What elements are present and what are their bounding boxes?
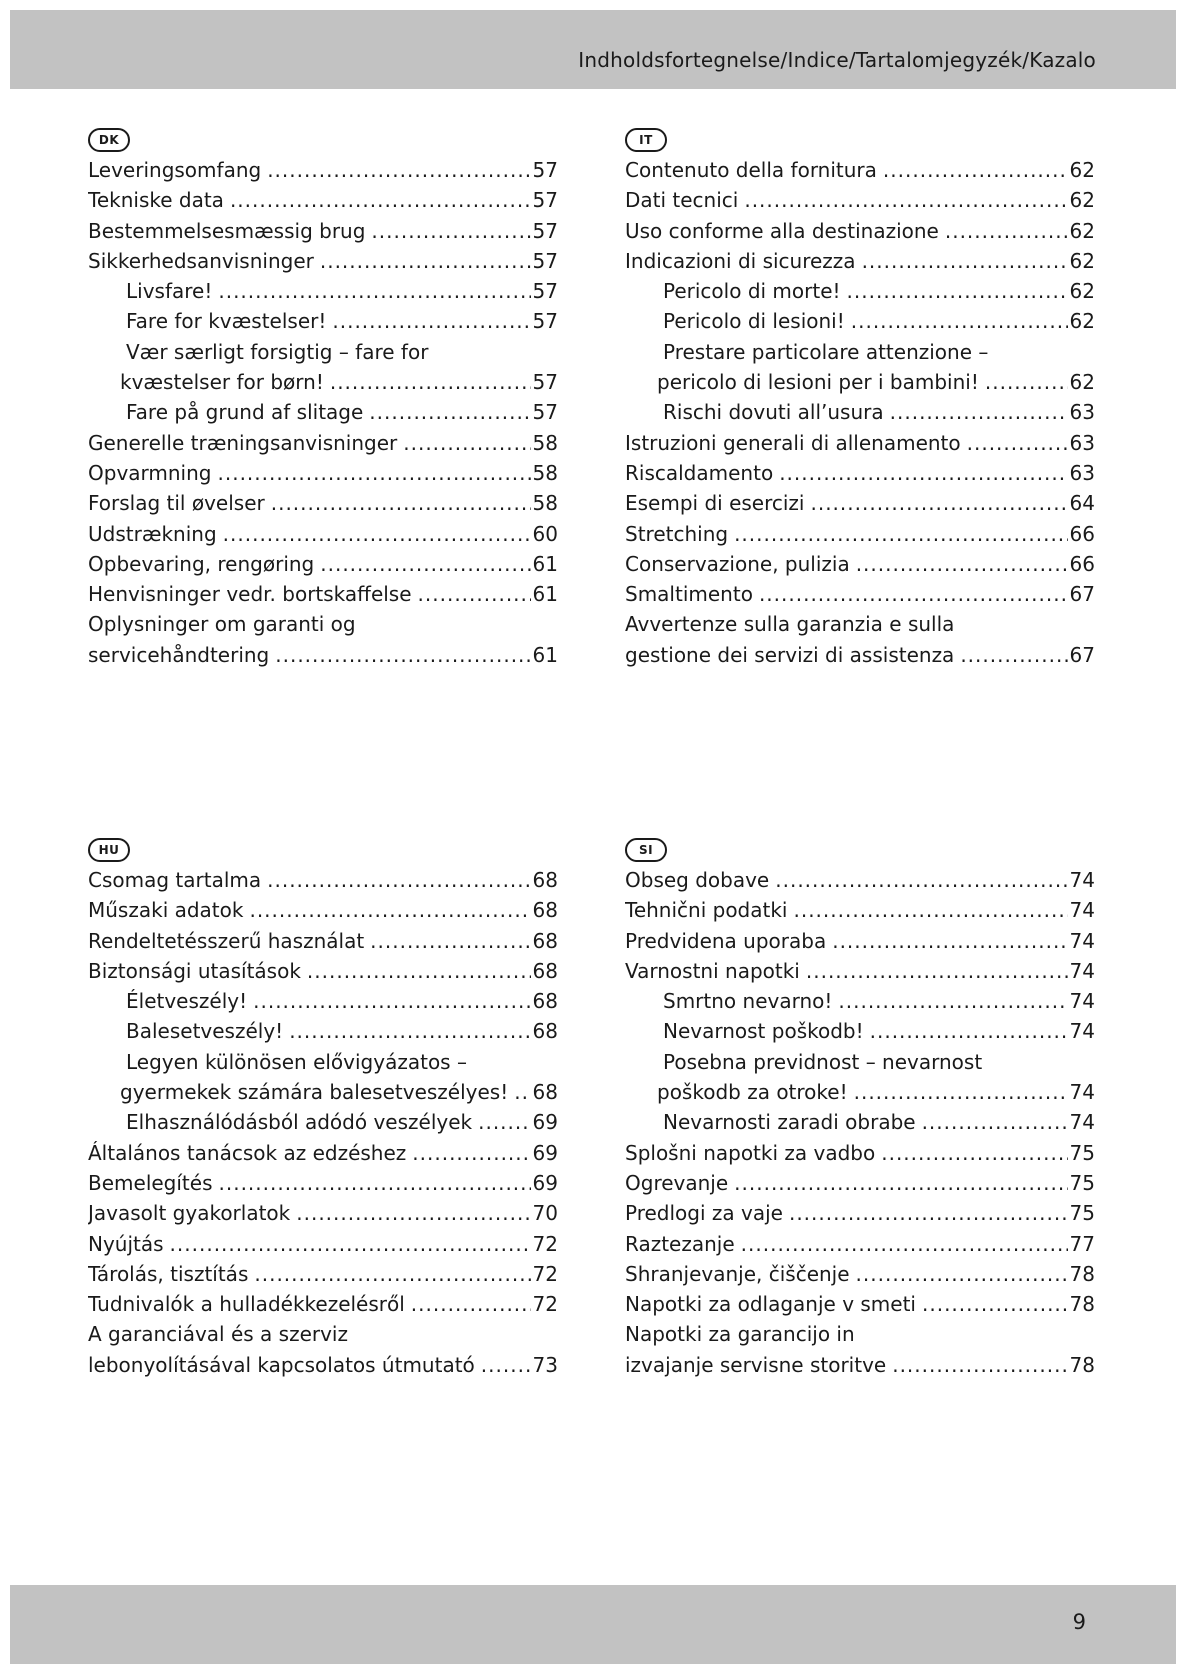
toc-entry-title: Prestare particolare attenzione –: [663, 339, 989, 364]
dot-leader: [854, 1077, 1068, 1107]
dot-leader: [219, 1168, 531, 1198]
dot-leader: [789, 1198, 1068, 1228]
dot-leader: [851, 306, 1068, 336]
toc-entry-page: 68: [532, 868, 558, 892]
toc-entry: [88, 367, 558, 397]
toc-entry-page: 58: [532, 430, 558, 455]
toc-entry-title: Henvisninger vedr. bortskaffelse: [88, 582, 412, 607]
dot-leader: [779, 458, 1067, 488]
toc-entry-page: 60: [532, 521, 558, 546]
dot-leader: [403, 428, 530, 458]
toc-entry-title: Tekniske data: [88, 188, 224, 213]
toc-entry-title: Életveszély!: [126, 989, 248, 1014]
dot-leader: [412, 1138, 530, 1168]
toc-entry: [88, 337, 558, 367]
toc-entry: [625, 1350, 1095, 1380]
toc-entry: [88, 986, 558, 1016]
toc-entry-title: Opvarmning: [88, 460, 212, 485]
toc-entry-page: 57: [532, 279, 558, 304]
toc-entry: [88, 488, 558, 518]
dot-leader: [810, 488, 1067, 518]
toc-entry-page: 66: [1069, 521, 1095, 546]
toc-entry-title: lebonyolításával kapcsolatos útmutató: [88, 1352, 475, 1377]
toc-entry-title: Csomag tartalma: [88, 868, 262, 892]
toc-entry: [625, 458, 1095, 488]
toc-entry-page: 67: [1069, 642, 1095, 667]
toc-entry: [88, 895, 558, 925]
toc-entry-page: 62: [1069, 370, 1095, 395]
language-badge-it: IT: [625, 128, 667, 152]
dot-leader: [320, 246, 531, 276]
toc-entry-title: Nevarnost poškodb!: [663, 1019, 864, 1044]
dot-leader: [254, 1259, 530, 1289]
page-title: Indholdsfortegnelse/Indice/Tartalomjegyzék/Kazalo: [578, 48, 1096, 72]
toc-entry: [625, 1259, 1095, 1289]
toc-entry-page: 57: [532, 188, 558, 213]
toc-entry-page: 74: [1069, 1110, 1095, 1135]
toc-entry: [625, 428, 1095, 458]
dot-leader: [330, 367, 531, 397]
toc-entry-title: Ogrevanje: [625, 1170, 729, 1195]
toc-entry: [625, 306, 1095, 336]
toc-entry: [625, 367, 1095, 397]
toc-entry-title: Műszaki adatok: [88, 898, 244, 923]
toc-entry-page: 74: [1069, 1019, 1095, 1044]
dot-leader: [892, 1350, 1067, 1380]
toc-entry-title: Dati tecnici: [625, 188, 739, 213]
toc-entry: [625, 1077, 1095, 1107]
toc-entry-title: Istruzioni generali di allenamento: [625, 430, 961, 455]
toc-entry-title: Raztezanje: [625, 1231, 735, 1256]
dot-leader: [223, 519, 531, 549]
toc-entry: [625, 246, 1095, 276]
toc-entry-page: 68: [532, 989, 558, 1014]
dot-leader: [862, 246, 1068, 276]
toc-entry-title: Napotki za garancijo in: [625, 1322, 855, 1347]
toc-entry-title: Fare på grund af slitage: [126, 400, 364, 425]
toc-entry: [88, 1107, 558, 1137]
toc-entry: [625, 1168, 1095, 1198]
dot-leader: [289, 1016, 530, 1046]
toc-entry-title: Generelle træningsanvisninger: [88, 430, 398, 455]
toc-entry: [88, 1198, 558, 1228]
dot-leader: [890, 397, 1068, 427]
dot-leader: [838, 986, 1067, 1016]
dot-leader: [985, 367, 1068, 397]
toc-entry: [88, 428, 558, 458]
dot-leader: [370, 926, 530, 956]
toc-entry: [88, 640, 558, 670]
dot-leader: [230, 185, 531, 215]
toc-entry: [88, 609, 558, 639]
toc-entry-page: 78: [1069, 1261, 1095, 1286]
toc-entry-title: Opbevaring, rengøring: [88, 551, 315, 576]
toc-entry-page: 57: [532, 248, 558, 273]
toc-entry: [625, 865, 1095, 895]
toc-entry-title: Rischi dovuti all’usura: [663, 400, 884, 425]
dot-leader: [369, 397, 530, 427]
dot-leader: [870, 1016, 1068, 1046]
dot-leader: [922, 1289, 1068, 1319]
toc-entry: [625, 579, 1095, 609]
toc-entry-title: Bestemmelsesmæssig brug: [88, 218, 366, 243]
toc-entry-title: Tárolás, tisztítás: [88, 1261, 249, 1286]
toc-entry-title: Sikkerhedsanvisninger: [88, 248, 314, 273]
dot-leader: [967, 428, 1068, 458]
toc-entry: [88, 1047, 558, 1077]
toc-entry-title: Contenuto della fornitura: [625, 158, 877, 182]
dot-leader: [741, 1229, 1068, 1259]
toc-entry-page: 62: [1069, 309, 1095, 334]
dot-leader: [332, 306, 530, 336]
toc-entry-title: Fare for kvæstelser!: [126, 309, 327, 334]
toc-entry-title: Általános tanácsok az edzéshez: [88, 1140, 407, 1165]
toc-entry-page: 62: [1069, 218, 1095, 243]
toc-entry: [88, 1016, 558, 1046]
toc-entry-page: 78: [1069, 1292, 1095, 1317]
toc-entry: [625, 986, 1095, 1016]
toc-entry-title: Rendeltetésszerű használat: [88, 928, 365, 953]
dot-leader: [856, 1259, 1068, 1289]
toc-entry-title: izvajanje servisne storitve: [625, 1352, 887, 1377]
dot-leader: [847, 276, 1068, 306]
toc-list-it: [625, 155, 1095, 670]
toc-entry-title: Oplysninger om garanti og: [88, 612, 356, 637]
toc-entry-page: 62: [1069, 188, 1095, 213]
toc-entry-title: Vær særligt forsigtig – fare for: [126, 339, 429, 364]
toc-entry-title: Napotki za odlaganje v smeti: [625, 1292, 916, 1317]
toc-entry-title: gestione dei servizi di assistenza: [625, 642, 955, 667]
toc-entry-page: 62: [1069, 279, 1095, 304]
toc-entry-title: Indicazioni di sicurezza: [625, 248, 856, 273]
toc-entry-title: pericolo di lesioni per i bambini!: [657, 370, 979, 395]
dot-leader: [275, 640, 530, 670]
toc-entry-page: 63: [1069, 460, 1095, 485]
toc-entry-page: 72: [532, 1261, 558, 1286]
toc-entry: [625, 488, 1095, 518]
toc-entry-page: 58: [532, 460, 558, 485]
toc-entry-page: 74: [1069, 958, 1095, 983]
toc-entry: [625, 397, 1095, 427]
dot-leader: [218, 458, 531, 488]
toc-entry-title: Obseg dobave: [625, 868, 770, 892]
toc-entry-title: Esempi di esercizi: [625, 491, 805, 516]
toc-entry-page: 69: [532, 1140, 558, 1165]
toc-entry-title: Biztonsági utasítások: [88, 958, 301, 983]
dot-leader: [481, 1350, 531, 1380]
toc-entry: [88, 1289, 558, 1319]
dot-leader: [793, 895, 1067, 925]
language-badge-si: SI: [625, 838, 667, 862]
toc-entry: [625, 185, 1095, 215]
footer-bar: [10, 1585, 1176, 1664]
toc-entry: [625, 155, 1095, 185]
toc-entry: [88, 549, 558, 579]
toc-entry: [88, 1168, 558, 1198]
toc-entry-title: Bemelegítés: [88, 1170, 213, 1195]
dot-leader: [307, 956, 531, 986]
toc-entry-title: Riscaldamento: [625, 460, 774, 485]
toc-entry-title: poškodb za otroke!: [657, 1080, 848, 1105]
toc-entry-title: Pericolo di morte!: [663, 279, 841, 304]
toc-entry-title: A garanciával és a szerviz: [88, 1322, 348, 1347]
toc-entry-title: Leveringsomfang: [88, 158, 262, 182]
toc-entry-page: 68: [532, 898, 558, 923]
dot-leader: [881, 1138, 1067, 1168]
dot-leader: [744, 185, 1067, 215]
toc-entry-title: Stretching: [625, 521, 729, 546]
dot-leader: [856, 549, 1068, 579]
toc-entry-page: 62: [1069, 158, 1095, 182]
toc-entry-page: 68: [532, 1019, 558, 1044]
toc-entry-page: 57: [532, 309, 558, 334]
toc-entry: [625, 549, 1095, 579]
toc-entry-page: 69: [532, 1110, 558, 1135]
toc-entry-page: 75: [1069, 1140, 1095, 1165]
toc-entry-title: Javasolt gyakorlatok: [88, 1201, 291, 1226]
toc-list-si: [625, 865, 1095, 1380]
toc-entry-page: 68: [532, 958, 558, 983]
toc-entry: [625, 1198, 1095, 1228]
dot-leader: [883, 155, 1068, 185]
toc-entry-page: 62: [1069, 248, 1095, 273]
toc-entry-title: Uso conforme alla destinazione: [625, 218, 939, 243]
dot-leader: [734, 519, 1067, 549]
toc-entry-page: 78: [1069, 1352, 1095, 1377]
toc-entry: [625, 337, 1095, 367]
toc-entry-page: 61: [532, 582, 558, 607]
toc-entry-title: Pericolo di lesioni!: [663, 309, 845, 334]
toc-entry-title: Nyújtás: [88, 1231, 164, 1256]
toc-entry: [625, 609, 1095, 639]
toc-entry-title: Predvidena uporaba: [625, 928, 827, 953]
toc-entry-title: Varnostni napotki: [625, 958, 800, 983]
dot-leader: [775, 865, 1067, 895]
toc-entry-title: Smrtno nevarno!: [663, 989, 833, 1014]
toc-entry: [625, 1319, 1095, 1349]
dot-leader: [945, 216, 1068, 246]
dot-leader: [734, 1168, 1067, 1198]
toc-entry-page: 74: [1069, 868, 1095, 892]
toc-entry-page: 70: [532, 1201, 558, 1226]
toc-entry: [88, 926, 558, 956]
toc-entry-title: Posebna previdnost – nevarnost: [663, 1049, 983, 1074]
toc-entry-page: 75: [1069, 1201, 1095, 1226]
toc-entry: [625, 1016, 1095, 1046]
header-bar: [10, 10, 1176, 89]
dot-leader: [960, 640, 1067, 670]
toc-list-dk: [88, 155, 558, 670]
toc-entry: [88, 1350, 558, 1380]
dot-leader: [371, 216, 530, 246]
toc-entry: [625, 519, 1095, 549]
toc-entry: [88, 216, 558, 246]
toc-entry-title: Tudnivalók a hulladékkezelésről: [88, 1292, 405, 1317]
toc-entry: [88, 276, 558, 306]
toc-section-si: [625, 838, 1095, 1380]
dot-leader: [759, 579, 1068, 609]
toc-entry-page: 74: [1069, 898, 1095, 923]
toc-entry: [88, 1259, 558, 1289]
toc-entry: [625, 640, 1095, 670]
toc-entry-title: Forslag til øvelser: [88, 491, 265, 516]
toc-entry: [625, 926, 1095, 956]
dot-leader: [253, 986, 530, 1016]
language-badge-dk: DK: [88, 128, 130, 152]
toc-entry-page: 57: [532, 158, 558, 182]
toc-entry: [625, 895, 1095, 925]
toc-entry-title: Conservazione, pulizia: [625, 551, 850, 576]
toc-entry-page: 66: [1069, 551, 1095, 576]
toc-entry: [88, 1319, 558, 1349]
toc-entry: [88, 155, 558, 185]
toc-entry-page: 75: [1069, 1170, 1095, 1195]
toc-entry: [88, 397, 558, 427]
toc-entry: [625, 1107, 1095, 1137]
toc-section-hu: [88, 838, 558, 1380]
toc-entry-title: Livsfare!: [126, 279, 213, 304]
toc-entry-page: 74: [1069, 928, 1095, 953]
toc-entry: [625, 956, 1095, 986]
dot-leader: [218, 276, 530, 306]
toc-entry: [88, 306, 558, 336]
toc-entry-page: 61: [532, 642, 558, 667]
toc-entry-page: 58: [532, 491, 558, 516]
toc-entry-page: 77: [1069, 1231, 1095, 1256]
toc-entry-title: Legyen különösen elővigyázatos –: [126, 1049, 467, 1074]
toc-entry-title: Nevarnosti zaradi obrabe: [663, 1110, 916, 1135]
toc-section-dk: [88, 128, 558, 670]
toc-entry-page: 72: [532, 1292, 558, 1317]
toc-list-hu: [88, 865, 558, 1380]
toc-entry-title: Tehnični podatki: [625, 898, 788, 923]
toc-entry-page: 67: [1069, 582, 1095, 607]
dot-leader: [271, 488, 531, 518]
toc-entry-page: 63: [1069, 430, 1095, 455]
dot-leader: [267, 865, 530, 895]
toc-entry-page: 74: [1069, 1080, 1095, 1105]
toc-entry-page: 57: [532, 218, 558, 243]
dot-leader: [832, 926, 1067, 956]
toc-entry-page: 63: [1069, 400, 1095, 425]
toc-entry: [625, 216, 1095, 246]
dot-leader: [320, 549, 530, 579]
toc-entry-page: 61: [532, 551, 558, 576]
toc-entry: [88, 1077, 558, 1107]
toc-entry: [88, 1229, 558, 1259]
toc-entry: [88, 519, 558, 549]
toc-entry-page: 74: [1069, 989, 1095, 1014]
toc-entry-title: Balesetveszély!: [126, 1019, 284, 1044]
toc-entry-page: 64: [1069, 491, 1095, 516]
toc-entry-page: 73: [532, 1352, 558, 1377]
toc-entry-page: 68: [532, 928, 558, 953]
dot-leader: [296, 1198, 530, 1228]
dot-leader: [514, 1077, 530, 1107]
toc-section-it: [625, 128, 1095, 670]
toc-entry-title: gyermekek számára balesetveszélyes!: [120, 1080, 509, 1105]
dot-leader: [249, 895, 530, 925]
toc-entry-title: kvæstelser for børn!: [120, 370, 324, 395]
toc-entry-title: Predlogi za vaje: [625, 1201, 783, 1226]
toc-entry: [625, 276, 1095, 306]
toc-entry-title: Splošni napotki za vadbo: [625, 1140, 876, 1165]
toc-entry: [88, 579, 558, 609]
toc-entry-title: Elhasználódásból adódó veszélyek: [126, 1110, 473, 1135]
toc-entry-page: 57: [532, 400, 558, 425]
dot-leader: [922, 1107, 1068, 1137]
toc-entry: [88, 956, 558, 986]
toc-entry: [625, 1138, 1095, 1168]
toc-entry: [88, 246, 558, 276]
toc-entry: [88, 1138, 558, 1168]
toc-entry: [625, 1289, 1095, 1319]
toc-entry-title: Smaltimento: [625, 582, 753, 607]
dot-leader: [411, 1289, 531, 1319]
dot-leader: [806, 956, 1068, 986]
dot-leader: [478, 1107, 530, 1137]
toc-entry: [88, 458, 558, 488]
toc-entry-page: 72: [532, 1231, 558, 1256]
toc-entry: [625, 1229, 1095, 1259]
toc-entry-page: 57: [532, 370, 558, 395]
toc-entry-title: servicehåndtering: [88, 642, 270, 667]
toc-entry-title: Avvertenze sulla garanzia e sulla: [625, 612, 955, 637]
toc-entry-page: 69: [532, 1170, 558, 1195]
toc-entry: [88, 185, 558, 215]
toc-entry-page: 68: [532, 1080, 558, 1105]
toc-entry: [625, 1047, 1095, 1077]
dot-leader: [267, 155, 530, 185]
dot-leader: [170, 1229, 531, 1259]
toc-entry: [88, 865, 558, 895]
page-number: 9: [1072, 1610, 1086, 1634]
toc-entry-title: Udstrækning: [88, 521, 217, 546]
toc-entry-title: Shranjevanje, čiščenje: [625, 1261, 850, 1286]
language-badge-hu: HU: [88, 838, 130, 862]
dot-leader: [418, 579, 531, 609]
